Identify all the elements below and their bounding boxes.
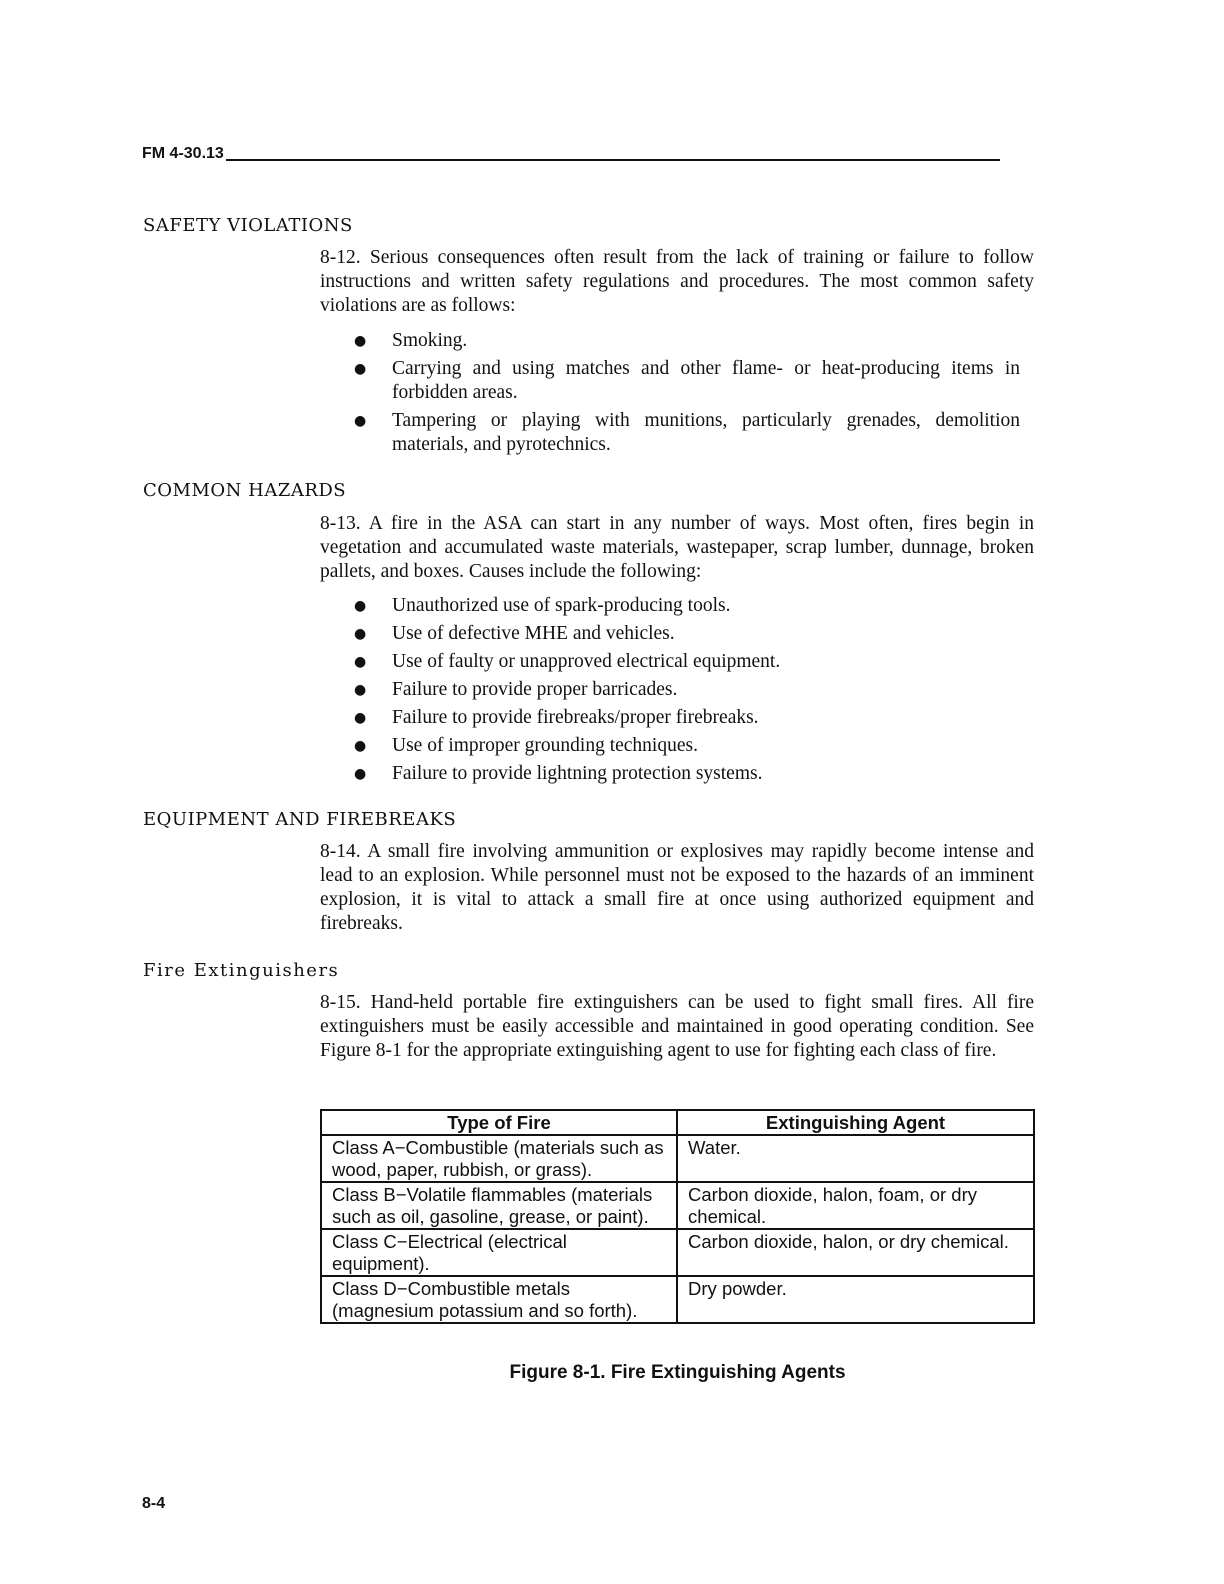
section-heading-equipment-and-firebreaks: EQUIPMENT AND FIREBREAKS — [143, 809, 457, 830]
table-cell: Dry powder. — [677, 1276, 1034, 1323]
column-header-extinguishing-agent: Extinguishing Agent — [677, 1110, 1034, 1135]
subsection-heading-fire-extinguishers: Fire Extinguishers — [143, 960, 340, 981]
list-item: ● Unauthorized use of spark-producing tools. — [354, 595, 731, 616]
table-row — [321, 1229, 1034, 1276]
column-header-type-of-fire: Type of Fire — [321, 1110, 677, 1135]
page-number: 8-4 — [142, 1495, 166, 1512]
safety-violations-list — [354, 329, 1020, 461]
bullet-icon: ● — [354, 413, 367, 429]
table-row — [321, 1182, 1034, 1229]
bullet-icon: ● — [354, 333, 367, 349]
section-heading-safety-violations: SAFETY VIOLATIONS — [143, 215, 353, 236]
fire-extinguishing-agents-table — [320, 1109, 1035, 1324]
paragraph-8-14: 8-14. A small fire involving ammunition or explosives may rapidly become intense and lead to an explosion. While personnel must not be exposed to the hazards of an imminent explosion, it is vital to attack a small fire at once using authorized equipment and firebreaks. — [320, 841, 1034, 934]
bullet-icon: ● — [354, 710, 367, 726]
table-cell: Water. — [677, 1135, 1034, 1182]
table-cell: Carbon dioxide, halon, foam, or dry chemical. — [677, 1182, 1034, 1229]
list-item: ● Failure to provide lightning protection systems. — [354, 763, 763, 784]
list-item: ● Failure to provide firebreaks/proper firebreaks. — [354, 707, 759, 728]
bullet-icon: ● — [354, 682, 367, 698]
paragraph-8-13: 8-13. A fire in the ASA can start in any number of ways. Most often, fires begin in vegetation and accumulated waste materials, wastepaper, scrap lumber, dunnage, broken pallets, and boxes. Causes include the following: — [320, 513, 1034, 582]
list-item: ● Failure to provide proper barricades. — [354, 679, 678, 700]
bullet-icon: ● — [354, 738, 367, 754]
figure-caption: Figure 8-1. Fire Extinguishing Agents — [509, 1362, 846, 1383]
list-item: ● Carrying and using matches and other flame- or heat-producing items in forbidden areas. — [354, 358, 1020, 403]
bullet-icon: ● — [354, 766, 367, 782]
table-cell: Class A−Combustible (materials such as wood, paper, rubbish, or grass). — [321, 1135, 677, 1182]
list-item: ● Use of defective MHE and vehicles. — [354, 623, 675, 644]
bullet-icon: ● — [354, 598, 367, 614]
document-id: FM 4-30.13 — [142, 145, 224, 162]
common-hazards-list — [354, 594, 1020, 790]
bullet-icon: ● — [354, 361, 367, 377]
table-header-row — [321, 1110, 1034, 1135]
table-cell: Carbon dioxide, halon, or dry chemical. — [677, 1229, 1034, 1276]
table-row — [321, 1135, 1034, 1182]
list-item: ● Use of faulty or unapproved electrical equipment. — [354, 651, 781, 672]
table-cell: Class B−Volatile flammables (materials such as oil, gasoline, grease, or paint). — [321, 1182, 677, 1229]
table-cell: Class C−Electrical (electrical equipment). — [321, 1229, 677, 1276]
running-header — [142, 146, 1000, 162]
bullet-icon: ● — [354, 626, 367, 642]
section-heading-common-hazards: COMMON HAZARDS — [143, 480, 347, 501]
header-rule — [226, 159, 1000, 161]
list-item: ● Smoking. — [354, 330, 468, 351]
table-cell: Class D−Combustible metals (magnesium potassium and so forth). — [321, 1276, 677, 1323]
list-item: ● Use of improper grounding techniques. — [354, 735, 698, 756]
paragraph-8-12: 8-12. Serious consequences often result from the lack of training or failure to follow instructions and written safety regulations and procedures. The most common safety violations are as follows: — [320, 247, 1034, 316]
bullet-icon: ● — [354, 654, 367, 670]
table-row — [321, 1276, 1034, 1323]
list-item: ● Tampering or playing with munitions, particularly grenades, demolition materials, and pyrotechnics. — [354, 410, 1020, 455]
paragraph-8-15: 8-15. Hand-held portable fire extinguishers can be used to fight small fires. All fire extinguishers must be easily accessible and maintained in good operating condition. See Figure 8-1 for the appropriate extinguishing agent to use for fighting each class of fire. — [320, 992, 1034, 1061]
